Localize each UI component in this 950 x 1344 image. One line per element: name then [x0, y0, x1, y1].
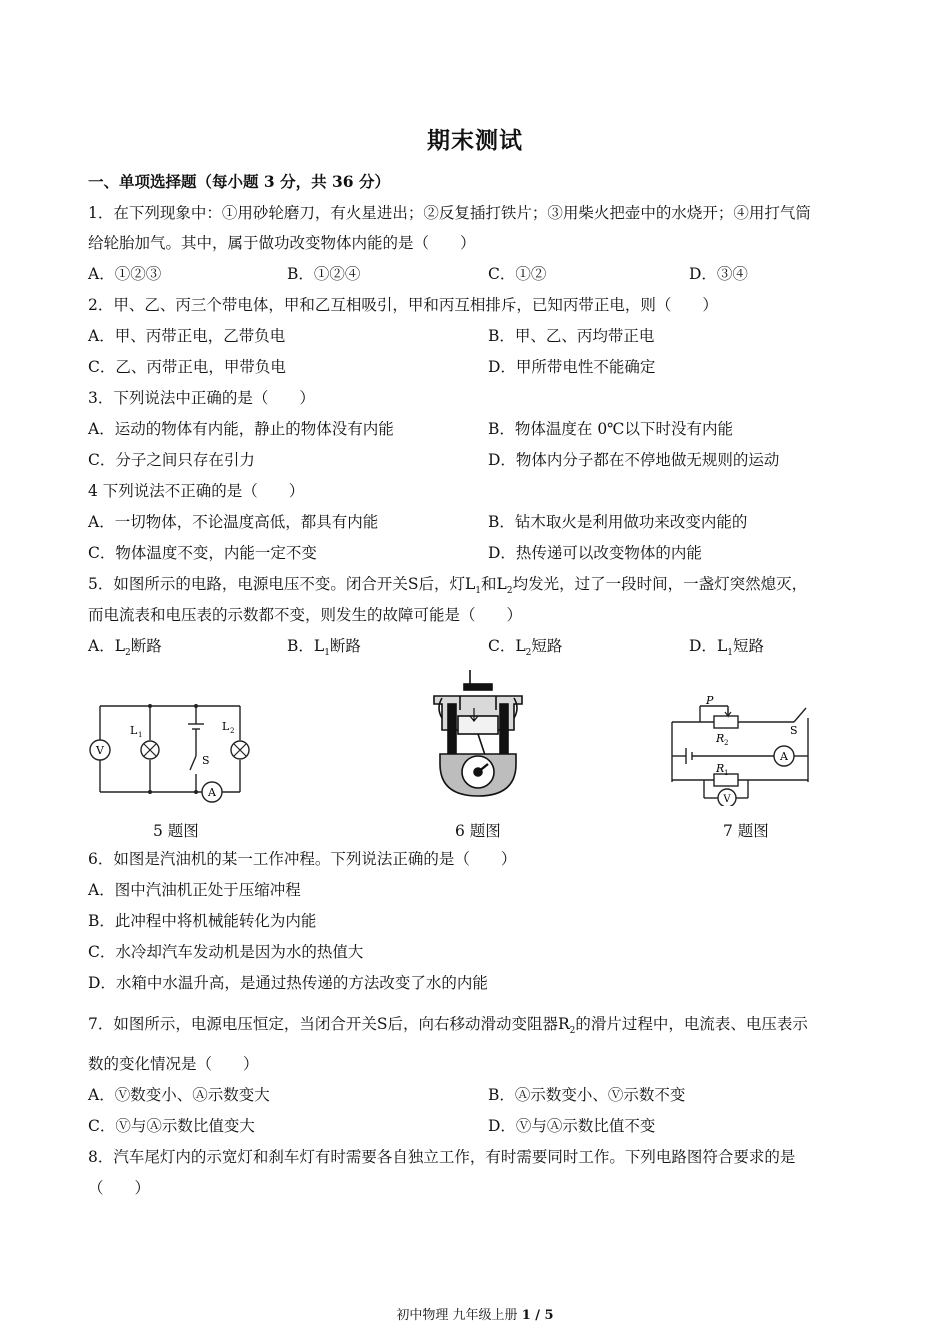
- fig5-l2-label: L: [222, 720, 230, 733]
- q5-a-pre: A．: [88, 637, 115, 655]
- fig7-r2-sub: 2: [724, 739, 729, 747]
- q2-option-a: A．甲、丙带正电，乙带负电: [88, 327, 286, 345]
- q2-option-d: D．甲所带电性不能确定: [488, 358, 656, 376]
- q7-option-a: A．Ⓥ数变小、Ⓐ示数变大: [88, 1086, 270, 1104]
- figure-6-caption: 6 题图: [455, 822, 501, 840]
- q5-l1-sub: 1: [475, 586, 482, 597]
- q5-text-post: 均发光，过了一段时间，一盏灯突然熄灭，: [512, 575, 808, 593]
- q7-text-post: 的滑片过程中，电流表、电压表示: [575, 1015, 808, 1033]
- q5-c-l: L: [515, 637, 526, 655]
- q1-option-b: B．①②④: [287, 265, 361, 283]
- page-footer: [0, 1304, 950, 1323]
- question-8-text: 8．汽车尾灯内的示宽灯和刹车灯有时需要各自独立工作，有时需要同时工作。下列电路图符合要求的是: [88, 1148, 796, 1166]
- figure-6-engine: [430, 668, 526, 804]
- q6-option-d: D．水箱中水温升高，是通过热传递的方法改变了水的内能: [88, 974, 488, 992]
- q5-option-a: [88, 636, 162, 663]
- q5-option-d: [689, 636, 764, 663]
- q5-d-sub: 1: [727, 648, 733, 659]
- page-number: 1 / 5: [521, 1308, 554, 1323]
- q7-option-b: B．Ⓐ示数变小、Ⓥ示数不变: [488, 1086, 686, 1104]
- fig5-a-label: A: [208, 786, 216, 799]
- q5-a-l: L: [114, 637, 125, 655]
- q5-and: 和: [481, 575, 497, 593]
- q5-c-pre: C．: [488, 637, 516, 655]
- question-4-text: 4 下列说法不正确的是（ ）: [88, 482, 305, 500]
- q5-c-post: 短路: [531, 637, 563, 655]
- q2-option-b: B．甲、乙、丙均带正电: [488, 327, 655, 345]
- q5-d-l: L: [716, 637, 728, 655]
- question-3-text: 3．下列说法中正确的是（ ）: [88, 389, 315, 407]
- q6-option-b: B．此冲程中将机械能转化为内能: [88, 912, 317, 930]
- q5-option-b: [287, 636, 361, 663]
- q1-option-d: D．③④: [689, 265, 748, 283]
- q5-a-post: 断路: [130, 637, 162, 655]
- q4-option-d: D．热传递可以改变物体的内能: [488, 544, 702, 562]
- fig7-v-label: V: [723, 794, 731, 805]
- q2-option-c: C．乙、丙带正电，甲带负电: [88, 358, 286, 376]
- q5-l1: L: [464, 575, 476, 593]
- q5-d-post: 短路: [732, 637, 764, 655]
- q3-option-c: C．分子之间只存在引力: [88, 451, 255, 469]
- figure-5-caption: 5 题图: [153, 822, 199, 840]
- question-1-text-cont: 给轮胎加气。其中，属于做功改变物体内能的是（ ）: [88, 234, 476, 252]
- question-5-text: [88, 574, 807, 601]
- q7-option-c: C．Ⓥ与Ⓐ示数比值变大: [88, 1117, 255, 1135]
- q5-l2: L: [496, 575, 507, 593]
- fig7-p-label: P: [706, 694, 714, 707]
- q7-text-pre: 7．如图所示，电源电压恒定，当闭合开关S后，向右移动滑动变阻器: [88, 1015, 558, 1033]
- fig7-r2-label: R: [716, 732, 725, 745]
- q5-l2-sub: 2: [506, 586, 513, 597]
- section-heading: 一、单项选择题（每小题 3 分，共 36 分）: [88, 172, 390, 191]
- q1-option-a: A．①②③: [88, 265, 162, 283]
- question-6-text: 6．如图是汽油机的某一工作冲程。下列说法正确的是（ ）: [88, 850, 517, 868]
- question-7-text: [88, 1014, 808, 1041]
- q5-option-c: [488, 636, 562, 663]
- q5-b-pre: B．: [287, 637, 314, 655]
- q7-r: R: [557, 1015, 570, 1033]
- figure-5-circuit: [86, 698, 256, 806]
- q3-option-d: D．物体内分子都在不停地做无规则的运动: [488, 451, 780, 469]
- page-title: 期末测试: [427, 127, 523, 154]
- q5-a-sub: 2: [125, 648, 131, 659]
- fig5-l1-sub: 1: [138, 731, 143, 739]
- fig5-s-label: S: [202, 754, 210, 767]
- fig7-r1-sub: 1: [724, 769, 729, 777]
- question-2-text: 2．甲、乙、丙三个带电体，甲和乙互相吸引，甲和丙互相排斥，已知丙带正电，则（ ）: [88, 296, 718, 314]
- q1-option-c: C．①②: [488, 265, 547, 283]
- fig5-l1-label: L: [130, 724, 138, 737]
- q3-option-b: B．物体温度在 0℃以下时没有内能: [488, 420, 734, 438]
- footer-subject: 初中物理 九年级上册: [396, 1308, 522, 1323]
- question-5-text-cont: 而电流表和电压表的示数都不变，则发生的故障可能是（ ）: [88, 606, 523, 624]
- q5-text-pre: 5．如图所示的电路，电源电压不变。闭合开关S后，灯: [88, 575, 465, 593]
- fig7-s-label: S: [790, 724, 798, 737]
- rheostat-r2: [714, 716, 738, 728]
- figure-7-circuit: [644, 694, 828, 806]
- q7-option-d: D．Ⓥ与Ⓐ示数比值不变: [488, 1117, 656, 1135]
- q6-option-a: A．图中汽油机正处于压缩冲程: [88, 881, 301, 899]
- fig7-a-label: A: [780, 750, 788, 763]
- q4-option-c: C．物体温度不变，内能一定不变: [88, 544, 317, 562]
- q5-b-l: L: [313, 637, 325, 655]
- q4-option-a: A．一切物体，不论温度高低，都具有内能: [88, 513, 379, 531]
- q5-d-pre: D．: [689, 637, 717, 655]
- question-7-text-cont: 数的变化情况是（ ）: [88, 1055, 259, 1073]
- fig7-r1-label: R: [716, 762, 725, 775]
- q4-option-b: B．钻木取火是利用做功来改变内能的: [488, 513, 748, 531]
- q5-c-sub: 2: [525, 648, 532, 659]
- q3-option-a: A．运动的物体有内能，静止的物体没有内能: [88, 420, 394, 438]
- question-8-text-cont: （ ）: [88, 1179, 151, 1197]
- fig5-v-label: V: [96, 744, 104, 757]
- question-1-text: 1．在下列现象中：①用砂轮磨刀，有火星进出；②反复插打铁片；③用柴火把壶中的水烧开；④用打气筒: [88, 204, 811, 222]
- q6-option-c: C．水冷却汽车发动机是因为水的热值大: [88, 943, 364, 961]
- figure-7-caption: 7 题图: [723, 822, 769, 840]
- q5-b-sub: 1: [324, 648, 330, 659]
- q5-b-post: 断路: [329, 637, 361, 655]
- q7-r-sub: 2: [569, 1026, 576, 1037]
- fig5-l2-sub: 2: [230, 727, 235, 735]
